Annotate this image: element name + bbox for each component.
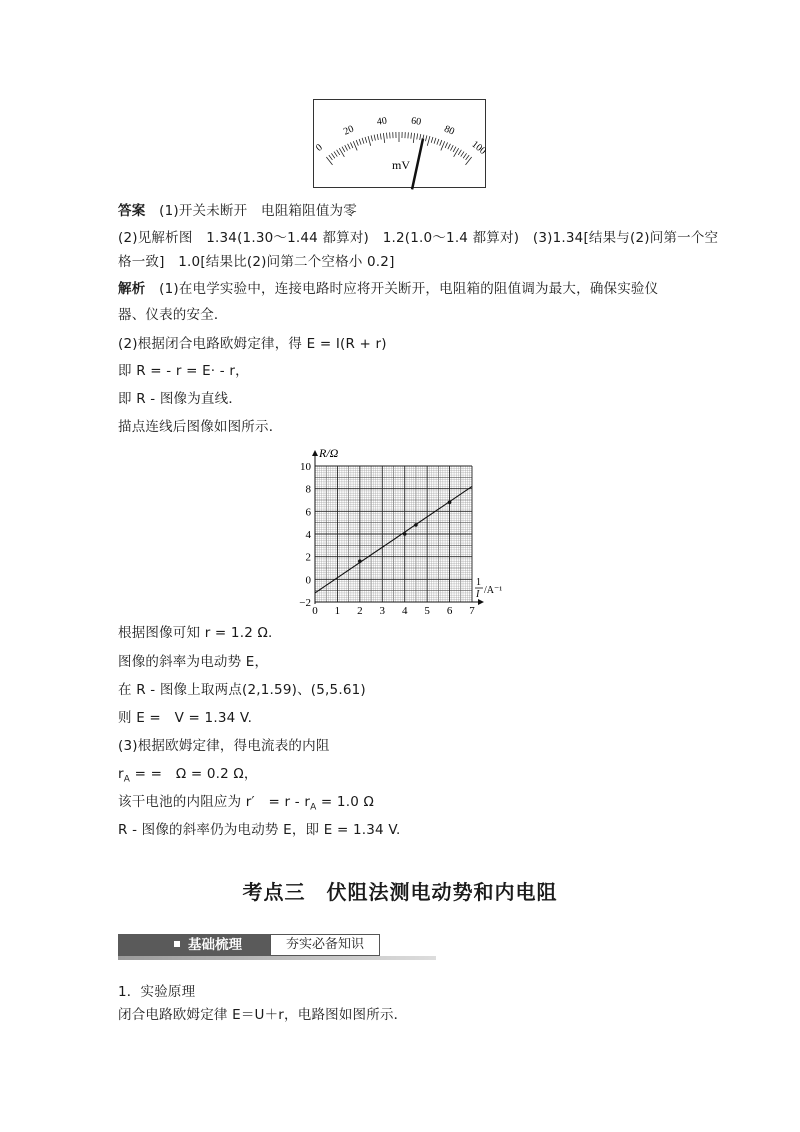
analysis-line-14: R - 图像的斜率仍为电动势 E，即 E = 1.34 V. (118, 822, 401, 838)
meter-tick (461, 152, 464, 157)
meter-scale-labels (314, 116, 488, 157)
meter-tick (458, 150, 461, 155)
answer-label: 答案 (118, 203, 146, 219)
analysis-line-3: (2)根据闭合电路欧姆定律，得 E = I(R + r) (118, 336, 387, 352)
meter-tick (453, 147, 456, 152)
y-tick-label: 6 (305, 506, 311, 519)
data-point (358, 559, 362, 563)
meter-tick (331, 153, 334, 158)
meter-tick (371, 135, 372, 141)
analysis-line-4: 即 R = - r = E· - r， (118, 363, 249, 379)
meter-tick (434, 138, 436, 144)
chart-x-label-num: 1 (476, 577, 481, 588)
banner-strip (118, 956, 436, 960)
meter-tick (427, 136, 430, 146)
y-tick-label: −2 (299, 597, 311, 609)
x-tick-label: 0 (312, 605, 318, 617)
meter-scale-label: 20 (342, 123, 356, 138)
meter-tick (413, 133, 414, 143)
meter-tick (380, 133, 381, 139)
meter-tick (342, 147, 345, 152)
meter-tick (374, 135, 375, 141)
section-title: 考点三 伏阻法测电动势和内电阻 (242, 880, 558, 904)
meter-scale-label: 40 (376, 115, 388, 128)
meter-tick (437, 139, 439, 145)
meter-tick (387, 133, 388, 139)
analysis-line-11: (3)根据欧姆定律，得电流表的内阻 (118, 738, 330, 754)
meter-tick (365, 137, 367, 143)
chart-x-tick-labels (312, 605, 475, 617)
analysis-line-2: 器、仪表的安全． (118, 307, 228, 323)
analysis-line-6: 描点连线后图像如图所示． (118, 419, 283, 435)
meter-scale-label: 0 (313, 142, 325, 154)
chart-y-tick-labels (299, 461, 311, 609)
meter-tick (345, 145, 348, 150)
meter-tick (377, 134, 378, 140)
meter-tick (353, 141, 357, 150)
chart-x-label-unit: /A⁻¹ (484, 585, 503, 596)
y-tick-label: 8 (305, 483, 311, 496)
answer-line-2: (2)见解析图 1.34(1.30～1.44 都算对) 1.2(1.0～1.4 都算对) (3)1.34[结果与(2)问第一个空 (118, 230, 719, 246)
meter-tick (362, 138, 364, 144)
meter-scale-label: 80 (442, 123, 456, 138)
meter-tick (337, 150, 340, 155)
analysis-label: 解析 (118, 281, 146, 297)
meter-scale-label: 100 (469, 139, 489, 157)
meter-tick (420, 134, 421, 140)
y-tick-label: 2 (305, 551, 311, 564)
analysis-line-12: $r_A$ = = Ω = 0.2 Ω， (118, 766, 258, 785)
bullet-square-icon (174, 941, 180, 947)
analysis-line-9: 在 R - 图像上取两点(2,1.59)、(5,5.61) (118, 682, 366, 698)
analysis-line-5: 即 R - 图像为直线． (118, 391, 243, 407)
meter-needle (412, 139, 423, 190)
x-tick-label: 4 (401, 605, 408, 617)
data-point (448, 500, 452, 504)
meter-tick (425, 135, 426, 141)
analysis-line-7: 根据图像可知 r = 1.2 Ω. (118, 625, 273, 641)
answer-line-3: 格一致] 1.0[结果比(2)问第二个空格小 0.2] (118, 254, 395, 270)
y-tick-label: 10 (300, 461, 311, 473)
x-tick-label: 5 (424, 605, 430, 617)
meter-tick (417, 133, 418, 139)
meter-tick (383, 133, 384, 143)
x-tick-label: 2 (357, 605, 363, 617)
meter-tick (334, 152, 337, 157)
data-point (403, 532, 407, 536)
meter-scale-label: 60 (410, 115, 422, 128)
chart-x-label-den: I (476, 589, 480, 600)
data-point (414, 523, 418, 527)
chart-y-axis-label: R/Ω (319, 446, 339, 460)
x-tick-label: 3 (379, 605, 386, 617)
meter-tick (368, 136, 371, 146)
meter-dial (313, 100, 489, 187)
x-tick-label: 7 (469, 605, 475, 617)
x-tick-label: 1 (334, 605, 341, 617)
millivoltmeter-figure (313, 99, 489, 188)
meter-tick (431, 137, 433, 143)
meter-tick (450, 145, 453, 150)
y-tick-label: 0 (305, 574, 311, 587)
meter-tick (466, 155, 470, 160)
analysis-line-1: 解析 (1)在电学实验中，连接电路时应将开关断开，电阻箱的阻值调为最大，确保实验仪 (118, 281, 659, 297)
y-axis-arrow-icon (312, 450, 318, 456)
y-tick-label: 4 (305, 529, 311, 541)
meter-unit-label: mV (392, 158, 410, 172)
meter-tick (348, 144, 351, 149)
meter-tick (411, 133, 412, 139)
analysis-line-10: 则 E = V = 1.34 V. (118, 710, 253, 726)
banner-light-tab: 夯实必备知识 (270, 934, 380, 956)
r-vs-inverse-current-chart (290, 440, 520, 615)
meter-tick (441, 141, 445, 150)
x-tick-label: 6 (446, 605, 453, 617)
meter-tick (448, 144, 451, 149)
analysis-line-8: 图像的斜率为电动势 E， (118, 654, 269, 670)
meter-tick (445, 142, 447, 147)
meter-tick (356, 140, 358, 146)
meter-tick (359, 139, 361, 145)
principle-heading: 1．实验原理 (118, 984, 196, 1000)
meter-tick (440, 140, 442, 146)
meter-tick (463, 153, 466, 158)
principle-text: 闭合电路欧姆定律 E＝U＋r，电路图如图所示． (118, 1007, 408, 1023)
section-banner (118, 934, 436, 958)
banner-dark-tab: 基础梳理 (118, 934, 270, 956)
meter-tick (350, 142, 352, 147)
answer-line-1: 答案 (1)开关未断开 电阻箱阻值为零 (118, 203, 357, 219)
analysis-line-13: 该干电池的内阻应为 r′ = $r - r_A = 1.0$ Ω (118, 794, 375, 813)
meter-tick (329, 155, 333, 160)
